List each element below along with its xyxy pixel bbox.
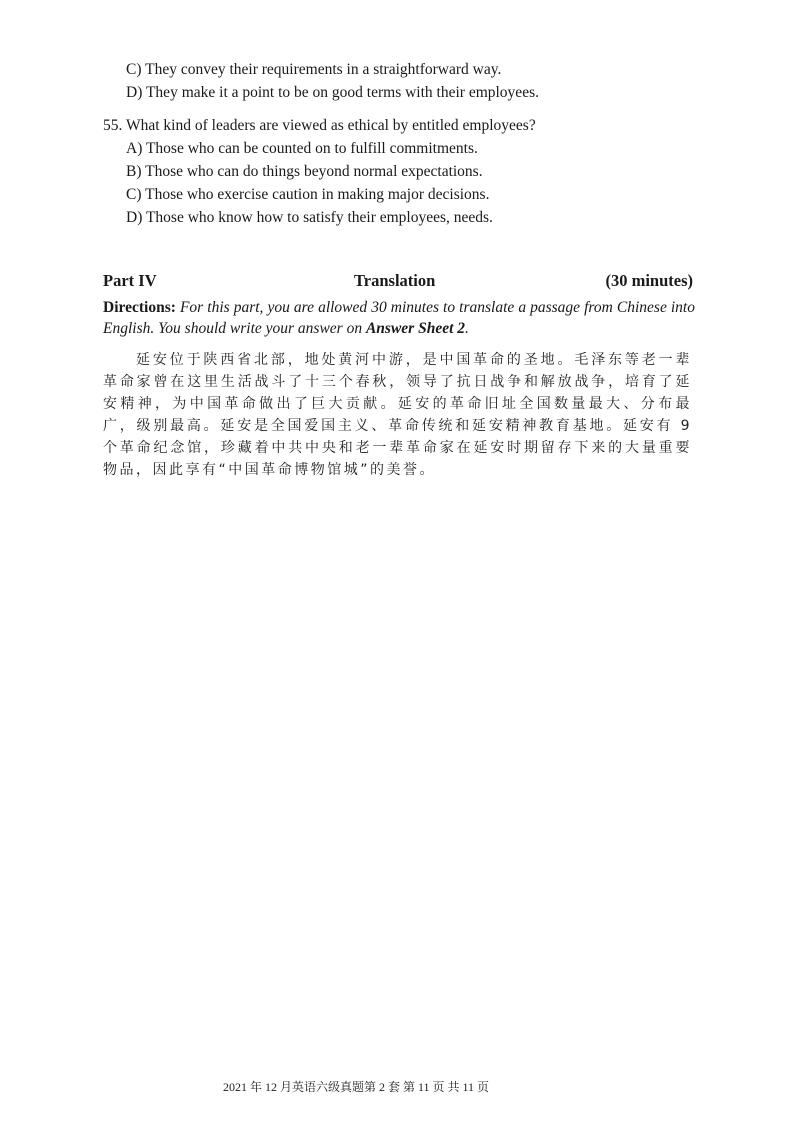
option-text: Those who exercise caution in making major decisions. [145,186,490,203]
directions-end: . [465,320,469,337]
option-letter: B) [126,163,142,180]
q55-option-b [126,162,483,182]
translation-passage: 延安位于陕西省北部，地处黄河中游，是中国革命的圣地。毛泽东等老一辈革命家曾在这里生活战斗了十三个春秋，领导了抗日战争和解放战争，培育了延安精神，为中国革命做出了巨大贡献。延安的革命旧址全国数量最大、分布最广，级别最高。延安是全国爱国主义、革命传统和延安精神教育基地。延安有 9 个革命纪念馆，珍藏着中共中央和老一辈革命家在延安时期留存下来的大量重要物品，因此享有“中国革命博物馆城”的美誉。 [103,352,692,478]
part-iv-directions [103,297,695,339]
directions-label: Directions: [103,299,176,316]
part-title: Translation [354,271,436,290]
footer-text: 2021 年 12 月英语六级真题第 2 套 第 11 页 共 11 页 [222,1080,490,1094]
q55-stem [103,116,536,136]
q54-option-c [126,60,501,80]
answer-sheet-reference: Answer Sheet 2 [365,320,466,337]
option-letter: D) [126,209,143,226]
option-letter: C) [126,186,142,203]
q55-option-c [126,185,489,205]
option-text: Those who can do things beyond normal expectations. [145,163,483,180]
directions-text: For this part, you are allowed 30 minutes to translate a passage from Chinese into English. You should write your answer on [103,299,695,337]
q55-option-a [126,139,478,159]
question-number: 55. [103,117,123,134]
option-text: Those who know how to satisfy their employees, needs. [145,209,493,226]
option-letter: A) [126,140,143,157]
part-iv-header [103,270,693,292]
option-text: They make it a point to be on good terms with their employees. [145,84,539,101]
option-letter: C) [126,61,142,78]
part-label: Part IV [103,271,157,290]
q55-option-d [126,208,493,228]
part-time: (30 minutes) [605,271,693,290]
option-letter: D) [126,84,143,101]
question-text: What kind of leaders are viewed as ethical by entitled employees? [125,117,536,134]
page-footer [0,1079,794,1095]
q54-option-d [126,83,539,103]
option-text: Those who can be counted on to fulfill commitments. [145,140,478,157]
option-text: They convey their requirements in a straightforward way. [145,61,502,78]
